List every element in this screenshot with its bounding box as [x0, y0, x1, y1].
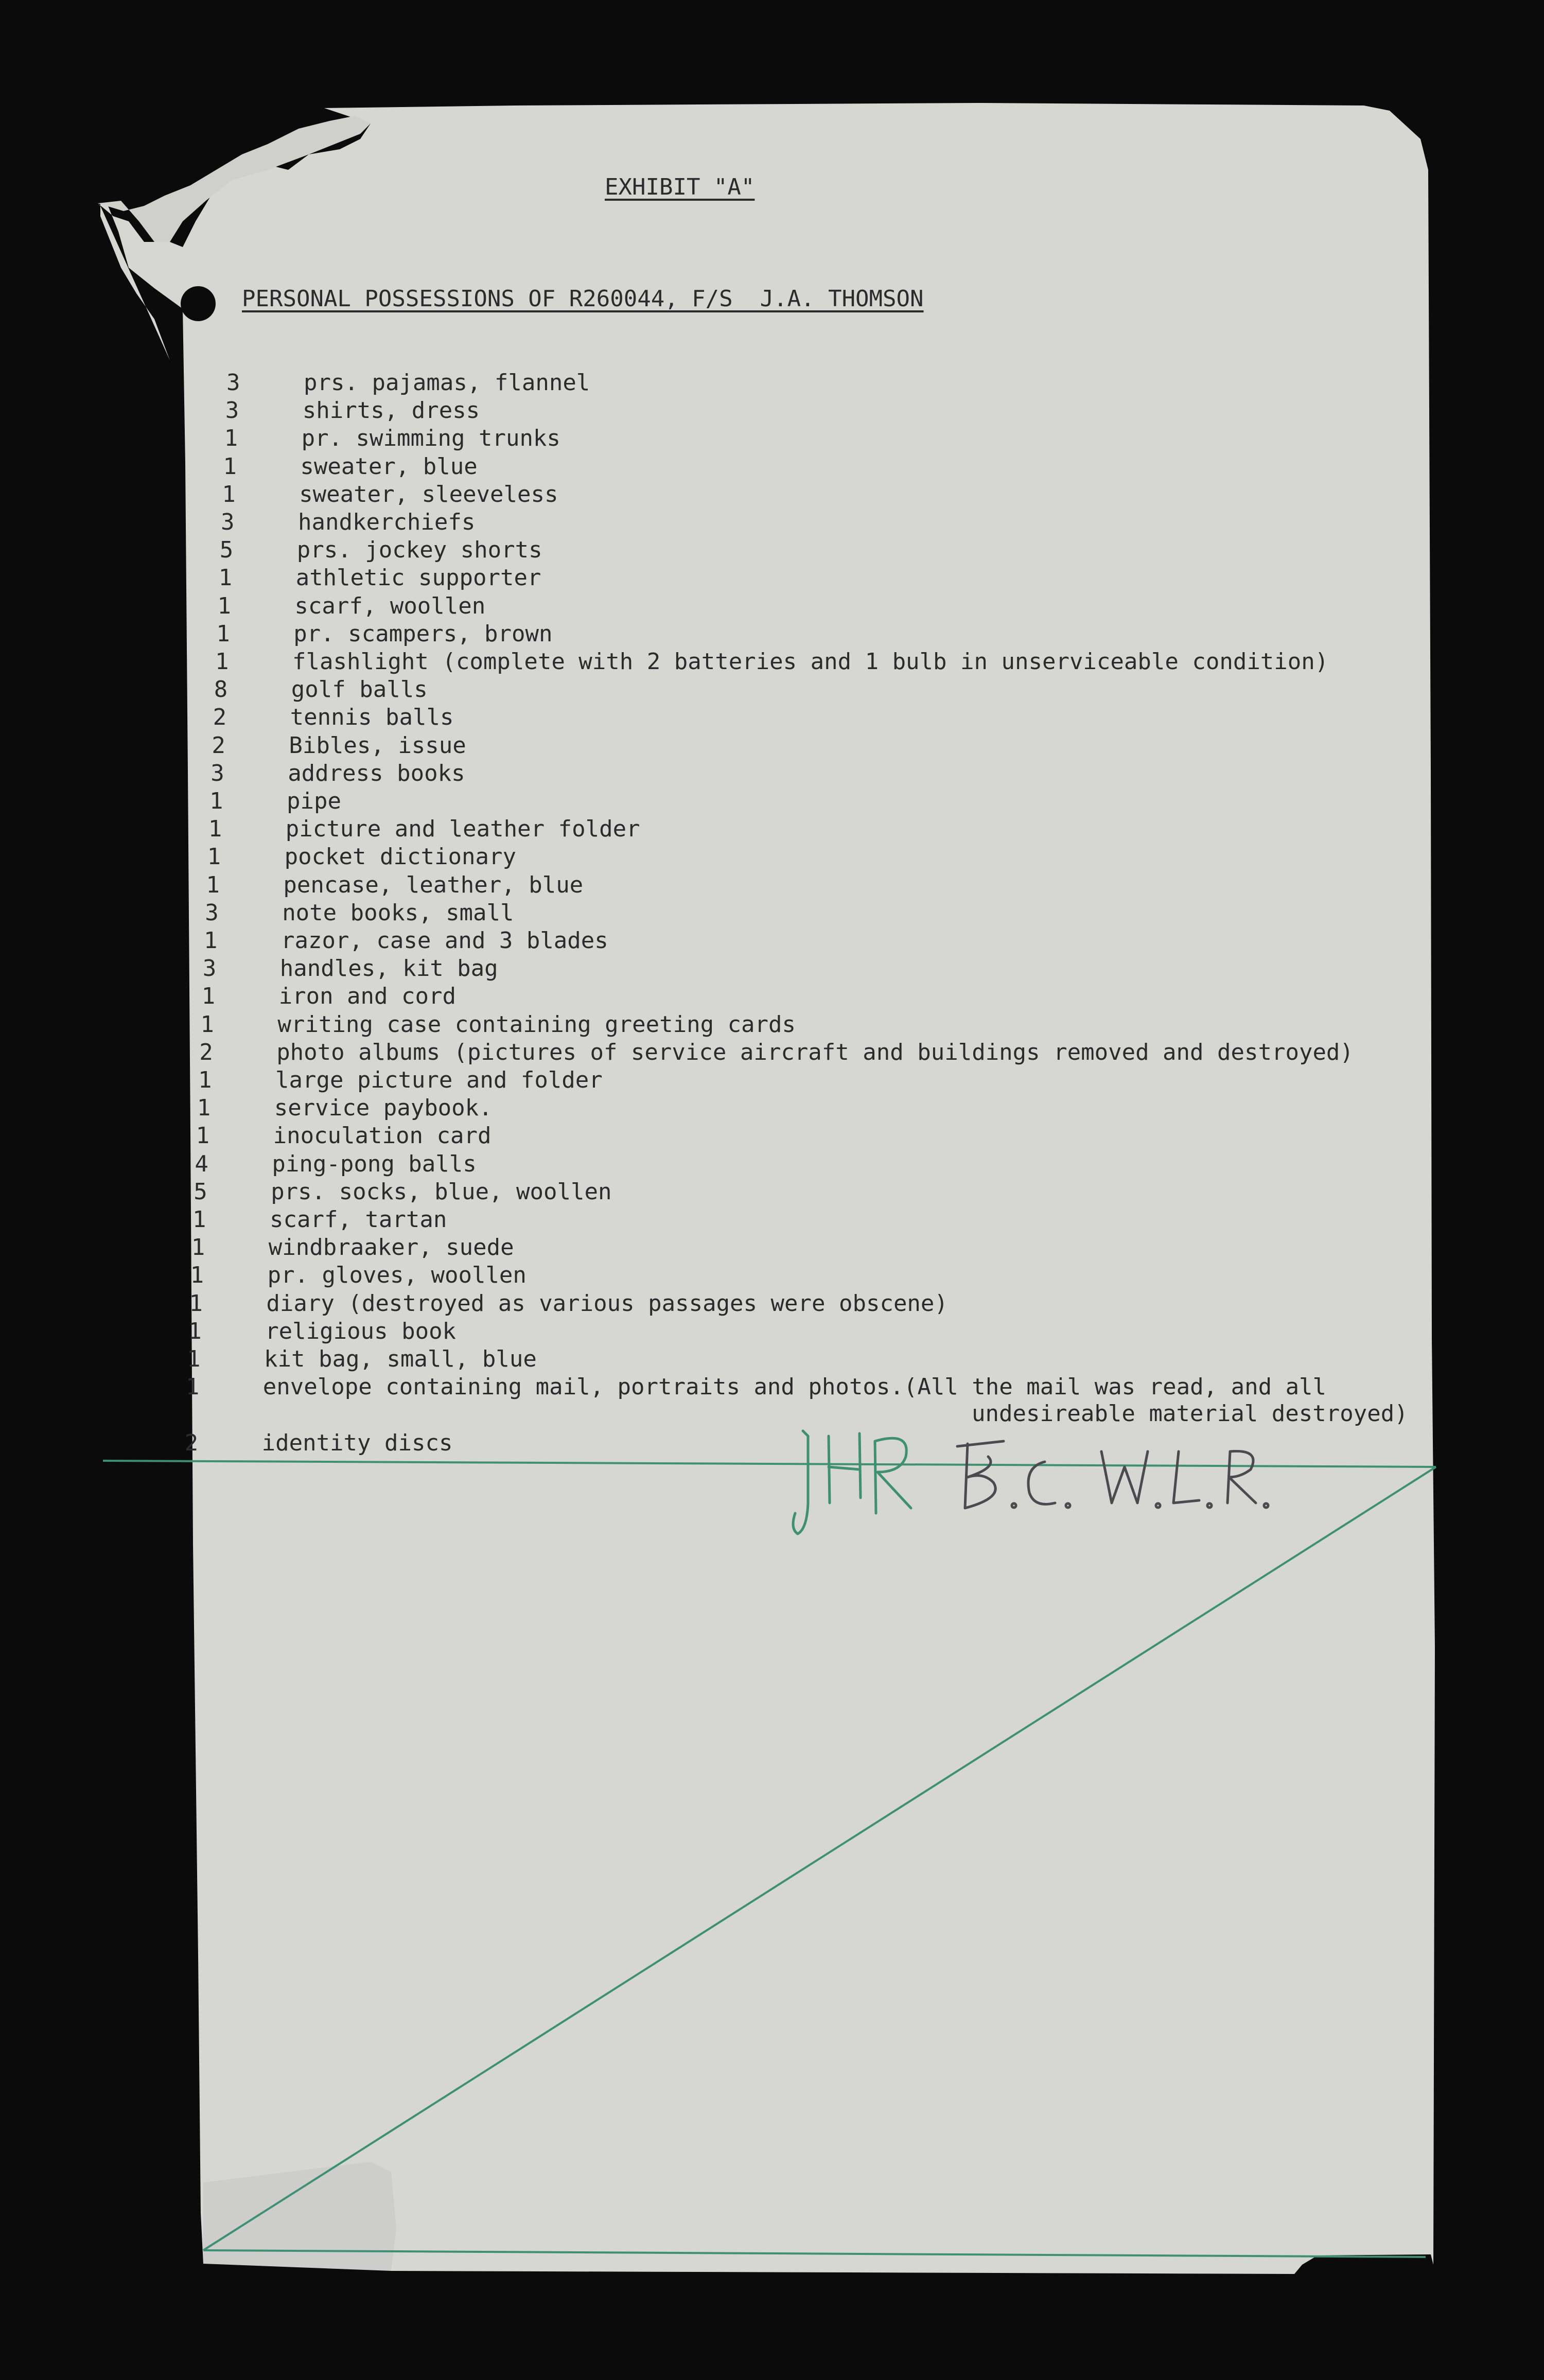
- item-description: pr. gloves, woollen: [267, 1262, 527, 1289]
- item-quantity: 1: [198, 1067, 212, 1093]
- item-description: photo albums (pictures of service aircraft and buildings removed and destroyed): [276, 1039, 1354, 1065]
- item-quantity: 1: [209, 788, 223, 814]
- item-quantity: 1: [192, 1206, 206, 1233]
- item-description: pipe: [287, 788, 341, 814]
- item-quantity: 1: [191, 1234, 205, 1261]
- item-description: address books: [288, 760, 465, 786]
- item-description: note books, small: [282, 899, 514, 926]
- item-quantity: 1: [207, 844, 221, 870]
- item-quantity: 1: [206, 871, 220, 898]
- item-description: pr. scampers, brown: [293, 620, 553, 647]
- item-quantity: 1: [224, 425, 238, 452]
- item-quantity: 2: [184, 1430, 199, 1457]
- item-quantity: 1: [201, 983, 216, 1010]
- item-description: identity discs: [261, 1430, 453, 1457]
- item-quantity: 8: [214, 676, 228, 703]
- item-quantity: 1: [208, 816, 222, 843]
- item-quantity: 1: [216, 620, 230, 647]
- item-description: religious book: [265, 1318, 457, 1344]
- item-quantity: 1: [197, 1095, 211, 1122]
- item-description: prs. socks, blue, woollen: [271, 1178, 612, 1205]
- item-description: windbraaker, suede: [268, 1234, 514, 1261]
- item-description: inoculation card: [273, 1123, 492, 1149]
- item-quantity: 4: [195, 1150, 208, 1177]
- item-description: writing case containing greeting cards: [277, 1011, 796, 1038]
- item-description: prs. jockey shorts: [296, 537, 542, 564]
- item-quantity: 5: [194, 1178, 207, 1205]
- item-description: picture and leather folder: [285, 816, 640, 843]
- item-description: diary (destroyed as various passages were obscene): [266, 1290, 948, 1317]
- item-quantity: 1: [185, 1374, 200, 1401]
- item-description: pencase, leather, blue: [283, 871, 584, 898]
- item-quantity: 1: [218, 565, 233, 591]
- item-description: prs. pajamas, flannel: [304, 370, 590, 396]
- item-quantity: 3: [210, 760, 224, 786]
- item-description: flashlight (complete with 2 batteries and 1 bulb in unserviceable condition): [292, 649, 1329, 675]
- item-description: large picture and folder: [275, 1067, 603, 1093]
- item-quantity: 1: [188, 1318, 202, 1344]
- item-description: Bibles, issue: [289, 732, 466, 759]
- item-description: scarf, woollen: [294, 592, 486, 619]
- item-description: athletic supporter: [295, 565, 541, 591]
- item-quantity: 2: [212, 732, 225, 759]
- item-description-continued: undesireable material destroyed): [972, 1401, 1408, 1427]
- possessions-heading: PERSONAL POSSESSIONS OF R260044, F/S J.A. THOMSON: [242, 286, 924, 312]
- item-quantity: 1: [200, 1011, 214, 1038]
- item-description: tennis balls: [290, 704, 454, 731]
- item-quantity: 1: [215, 649, 229, 675]
- item-description: pocket dictionary: [284, 844, 516, 870]
- item-quantity: 1: [196, 1123, 210, 1149]
- item-description: handkerchiefs: [298, 509, 476, 535]
- item-quantity: 3: [205, 899, 219, 926]
- item-quantity: 2: [213, 704, 227, 731]
- item-quantity: 1: [190, 1262, 204, 1289]
- item-description: handles, kit bag: [279, 955, 498, 982]
- item-description: sweater, sleeveless: [299, 481, 558, 507]
- item-description: shirts, dress: [302, 397, 480, 424]
- item-quantity: 1: [189, 1290, 203, 1317]
- item-quantity: 5: [219, 537, 234, 564]
- item-description: scarf, tartan: [270, 1206, 447, 1233]
- item-quantity: 3: [221, 509, 235, 535]
- exhibit-title: EXHIBIT "A": [605, 174, 755, 200]
- item-quantity: 3: [202, 955, 217, 982]
- item-quantity: 1: [217, 592, 231, 619]
- item-description: iron and cord: [278, 983, 456, 1010]
- item-description: envelope containing mail, portraits and photos.(All the mail was read, and all: [262, 1374, 1327, 1401]
- item-description: golf balls: [291, 676, 428, 703]
- item-description: service paybook.: [274, 1095, 493, 1122]
- item-description: ping-pong balls: [272, 1150, 477, 1177]
- item-description: sweater, blue: [300, 453, 478, 480]
- item-quantity: 2: [199, 1039, 213, 1065]
- item-description: kit bag, small, blue: [264, 1346, 537, 1372]
- item-quantity: 1: [187, 1346, 201, 1372]
- item-quantity: 3: [225, 397, 239, 424]
- item-quantity: 3: [226, 370, 240, 396]
- item-description: razor, case and 3 blades: [281, 927, 608, 954]
- item-quantity: 1: [204, 927, 218, 954]
- item-quantity: 1: [222, 481, 236, 507]
- handwritten-initials: [787, 1421, 1282, 1544]
- item-description: pr. swimming trunks: [301, 425, 560, 452]
- item-quantity: 1: [223, 453, 237, 480]
